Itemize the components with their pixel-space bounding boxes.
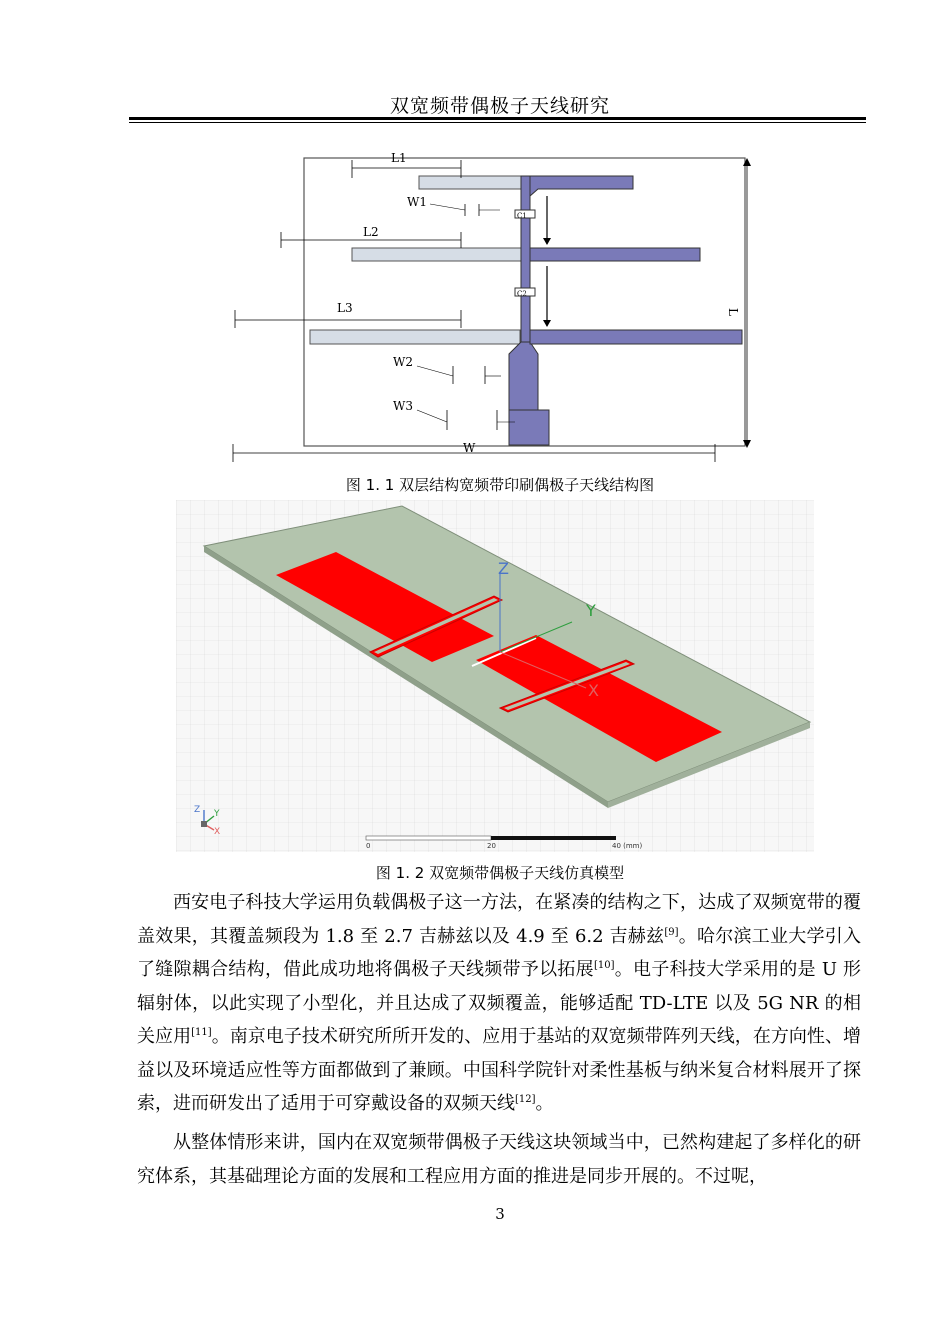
citation-10: [10] [593, 960, 615, 971]
triad-z: Z [194, 805, 201, 815]
label-l3: L3 [337, 301, 353, 315]
p1-seg-5: 。 [535, 1093, 554, 1114]
label-w: W [463, 441, 476, 455]
header-rule-thick [129, 117, 866, 120]
citation-11: [11] [191, 1027, 212, 1038]
p1-seg-2: 。哈尔滨工业大学引入了缝隙耦合结构，借此成功地将偶极子天线频带予以拓展 [137, 925, 861, 980]
figure-1-caption: 图 1. 1 双层结构宽频带印刷偶极子天线结构图 [345, 476, 655, 494]
p1-seg-1: 西安电子科技大学运用负载偶极子这一方法，在紧凑的结构之下，达成了双频宽带的覆盖效果，其覆盖频段为 1.8 至 2.7 吉赫兹以及 4.9 至 6.2 吉赫兹 [137, 892, 861, 947]
p1-seg-4: 。南京电子技术研究所所开发的、应用于基站的双宽频带阵列天线，在方向性、增益以及环境适应性等方面都做到了兼顾。中国科学院针对柔性基板与纳米复合材料展开了探索，进而研发出了适用于可穿戴设备的双频天线 [137, 1026, 862, 1114]
label-l: L [726, 308, 740, 316]
citation-9: [9] [664, 926, 679, 938]
p1-seg-3: 。电子科技大学采用的是 U 形辐射体，以此实现了小型化，并且达成了双频覆盖，能够适配 TD-LTE 以及 5G NR 的相关应用 [137, 959, 861, 1047]
arm-bottom-front [530, 330, 742, 344]
label-l2: L2 [363, 225, 379, 239]
feed-line [521, 176, 530, 352]
axis-y-label: Y [586, 601, 596, 620]
label-c1: C1 [517, 212, 527, 220]
label-c2: C2 [517, 290, 527, 298]
feed-port [509, 410, 549, 445]
figure-2-caption: 图 1. 2 双宽频带偶极子天线仿真模型 [375, 864, 625, 882]
paragraph-2: 从整体情形来讲，国内在双宽频带偶极子天线这块领域当中，已然构建起了多样化的研究体系，其基础理论方面的发展和工程应用方面的推进是同步开展的。不过呢， [137, 1132, 861, 1187]
axis-z-label: Z [498, 559, 509, 578]
header-rule-thin [129, 122, 866, 123]
scale-tick-0: 0 [366, 842, 371, 850]
label-w2: W2 [393, 355, 413, 369]
scale-tick-40: 40 (mm) [612, 842, 643, 850]
label-w3: W3 [393, 399, 413, 413]
label-w1: W1 [407, 195, 427, 209]
citation-12: [12] [515, 1094, 536, 1105]
axis-x-label: X [588, 681, 599, 700]
feed-taper [509, 342, 538, 416]
triad-x: X [214, 827, 221, 837]
scale-tick-20: 20 [487, 842, 496, 850]
page-header-title: 双宽频带偶极子天线研究 [389, 95, 610, 117]
arm-l1-back [419, 176, 521, 189]
arm-mid-front [530, 248, 700, 261]
triad-y: Y [214, 809, 220, 819]
paragraph-1 [137, 886, 861, 1121]
arm-l3-back [310, 330, 520, 344]
figure-2-simulation-model [176, 500, 814, 852]
figure-1-structure-diagram [225, 148, 755, 466]
arm-l2-back [352, 248, 522, 261]
label-l1: L1 [391, 151, 407, 165]
page-number: 3 [495, 1205, 505, 1223]
